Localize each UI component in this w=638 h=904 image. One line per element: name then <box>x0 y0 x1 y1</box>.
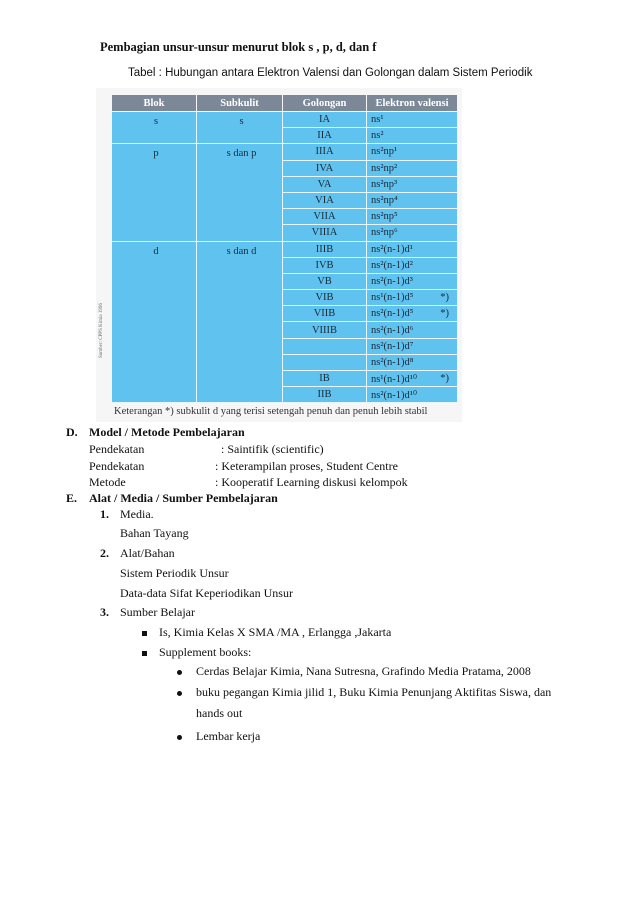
cell-elektron-valensi <box>367 290 458 306</box>
table-note: Keterangan *) subkulit d yang terisi setengah penuh dan penuh lebih stabil <box>114 406 428 417</box>
sub-bullet-text: hands out <box>196 706 243 720</box>
table-row <box>112 112 458 128</box>
item-title: Sumber Belajar <box>120 605 195 619</box>
valence-text: ns²(n-1)d⁵ <box>371 308 414 320</box>
round-bullet-icon <box>177 735 182 740</box>
valence-text: ns¹(n-1)d⁵ <box>371 292 414 304</box>
cell-elektron-valensi <box>367 209 458 225</box>
section-e-marker: E. <box>66 491 78 505</box>
cell-golongan: VIIA <box>283 209 367 225</box>
valence-text: ns²np³ <box>371 178 398 190</box>
cell-golongan <box>283 338 367 354</box>
section-e-title: Alat / Media / Sumber Pembelajaran <box>89 491 278 505</box>
valence-text: ns²np⁶ <box>371 227 398 239</box>
sub-bullet-text: buku pegangan Kimia jilid 1, Buku Kimia Penunjang Aktifitas Siswa, dan <box>196 685 552 699</box>
cell-elektron-valensi <box>367 112 458 128</box>
header-blok: Blok <box>112 95 197 112</box>
cell-elektron-valensi <box>367 338 458 354</box>
cell-blok: d <box>112 241 197 403</box>
valence-text: ns²np⁵ <box>371 211 398 223</box>
periodic-table-figure <box>96 88 462 422</box>
section-d-marker: D. <box>66 425 78 439</box>
valence-text: ns² <box>371 130 384 142</box>
cell-subkulit: s <box>197 112 283 144</box>
valence-text: ns²(n-1)d¹ <box>371 243 413 255</box>
round-bullet-icon <box>177 670 182 675</box>
item-sub: Sistem Periodik Unsur <box>120 566 229 580</box>
cell-golongan: VIB <box>283 290 367 306</box>
cell-elektron-valensi <box>367 371 458 387</box>
section-d-value: : Saintifik (scientific) <box>221 442 324 456</box>
item-title: Alat/Bahan <box>120 546 175 560</box>
section-d-label: Metode <box>89 475 126 489</box>
section-d-label: Pendekatan <box>89 459 145 473</box>
cell-subkulit: s dan p <box>197 144 283 241</box>
sub-bullet-text: Lembar kerja <box>196 729 261 743</box>
cell-golongan: IB <box>283 371 367 387</box>
cell-elektron-valensi <box>367 241 458 257</box>
valence-text: ns²(n-1)d⁶ <box>371 324 414 336</box>
section-d-value: : Kooperatif Learning diskusi kelompok <box>215 475 408 489</box>
figure-source-text: Sumber: CPPS Kimia 1996 <box>99 303 104 358</box>
bullet-text: Supplement books: <box>159 645 252 659</box>
valence-text: ns¹(n-1)d¹⁰ <box>371 373 418 385</box>
cell-elektron-valensi <box>367 144 458 160</box>
cell-elektron-valensi <box>367 322 458 338</box>
cell-golongan: IA <box>283 112 367 128</box>
cell-elektron-valensi <box>367 128 458 144</box>
cell-elektron-valensi <box>367 176 458 192</box>
cell-elektron-valensi <box>367 192 458 208</box>
section-d-title: Model / Metode Pembelajaran <box>89 425 245 439</box>
cell-golongan: IVA <box>283 160 367 176</box>
cell-golongan: VB <box>283 273 367 289</box>
item-title: Media. <box>120 507 154 521</box>
table-header-row <box>112 95 458 112</box>
valence-text: ns²(n-1)d² <box>371 259 413 271</box>
cell-golongan: VIIB <box>283 306 367 322</box>
valence-text: ns¹ <box>371 114 384 126</box>
cell-golongan: IIA <box>283 128 367 144</box>
item-number: 3. <box>100 605 109 619</box>
square-bullet-icon <box>142 651 147 656</box>
section-d-label: Pendekatan <box>89 442 145 456</box>
valence-text: ns²(n-1)d³ <box>371 275 413 287</box>
item-sub: Data-data Sifat Keperiodikan Unsur <box>120 586 293 600</box>
header-golongan: Golongan <box>283 95 367 112</box>
stability-mark: *) <box>440 372 449 384</box>
cell-golongan: VIIIA <box>283 225 367 241</box>
cell-elektron-valensi <box>367 225 458 241</box>
round-bullet-icon <box>177 691 182 696</box>
cell-elektron-valensi <box>367 354 458 370</box>
cell-elektron-valensi <box>367 387 458 403</box>
cell-elektron-valensi <box>367 306 458 322</box>
cell-golongan: IIB <box>283 387 367 403</box>
section-d-value: : Keterampilan proses, Student Centre <box>215 459 398 473</box>
cell-golongan: VIA <box>283 192 367 208</box>
cell-golongan <box>283 354 367 370</box>
valence-text: ns²(n-1)d⁸ <box>371 356 414 368</box>
page-heading: Pembagian unsur-unsur menurut blok s , p, d, dan f <box>100 40 377 54</box>
square-bullet-icon <box>142 631 147 636</box>
table-row <box>112 241 458 257</box>
cell-blok: s <box>112 112 197 144</box>
valence-table <box>111 94 458 403</box>
cell-elektron-valensi <box>367 160 458 176</box>
cell-golongan: VIIIB <box>283 322 367 338</box>
stability-mark: *) <box>440 308 449 320</box>
item-sub: Bahan Tayang <box>120 526 189 540</box>
item-number: 1. <box>100 507 109 521</box>
sub-bullet-text: Cerdas Belajar Kimia, Nana Sutresna, Grafindo Media Pratama, 2008 <box>196 664 531 678</box>
table-row <box>112 144 458 160</box>
cell-golongan: IVB <box>283 257 367 273</box>
valence-text: ns²np⁴ <box>371 195 398 207</box>
item-number: 2. <box>100 546 109 560</box>
valence-text: ns²(n-1)d¹⁰ <box>371 389 418 401</box>
cell-golongan: IIIA <box>283 144 367 160</box>
cell-elektron-valensi <box>367 257 458 273</box>
valence-text: ns²(n-1)d⁷ <box>371 340 414 352</box>
cell-elektron-valensi <box>367 273 458 289</box>
cell-golongan: VA <box>283 176 367 192</box>
stability-mark: *) <box>440 292 449 304</box>
valence-text: ns²np¹ <box>371 146 398 158</box>
valence-text: ns²np² <box>371 162 398 174</box>
cell-blok: p <box>112 144 197 241</box>
header-elektron-valensi: Elektron valensi <box>367 95 458 112</box>
cell-subkulit: s dan d <box>197 241 283 403</box>
table-caption: Tabel : Hubungan antara Elektron Valensi dan Golongan dalam Sistem Periodik <box>128 67 533 79</box>
header-subkulit: Subkulit <box>197 95 283 112</box>
cell-golongan: IIIB <box>283 241 367 257</box>
bullet-text: Is, Kimia Kelas X SMA /MA , Erlangga ,Jakarta <box>159 625 392 639</box>
